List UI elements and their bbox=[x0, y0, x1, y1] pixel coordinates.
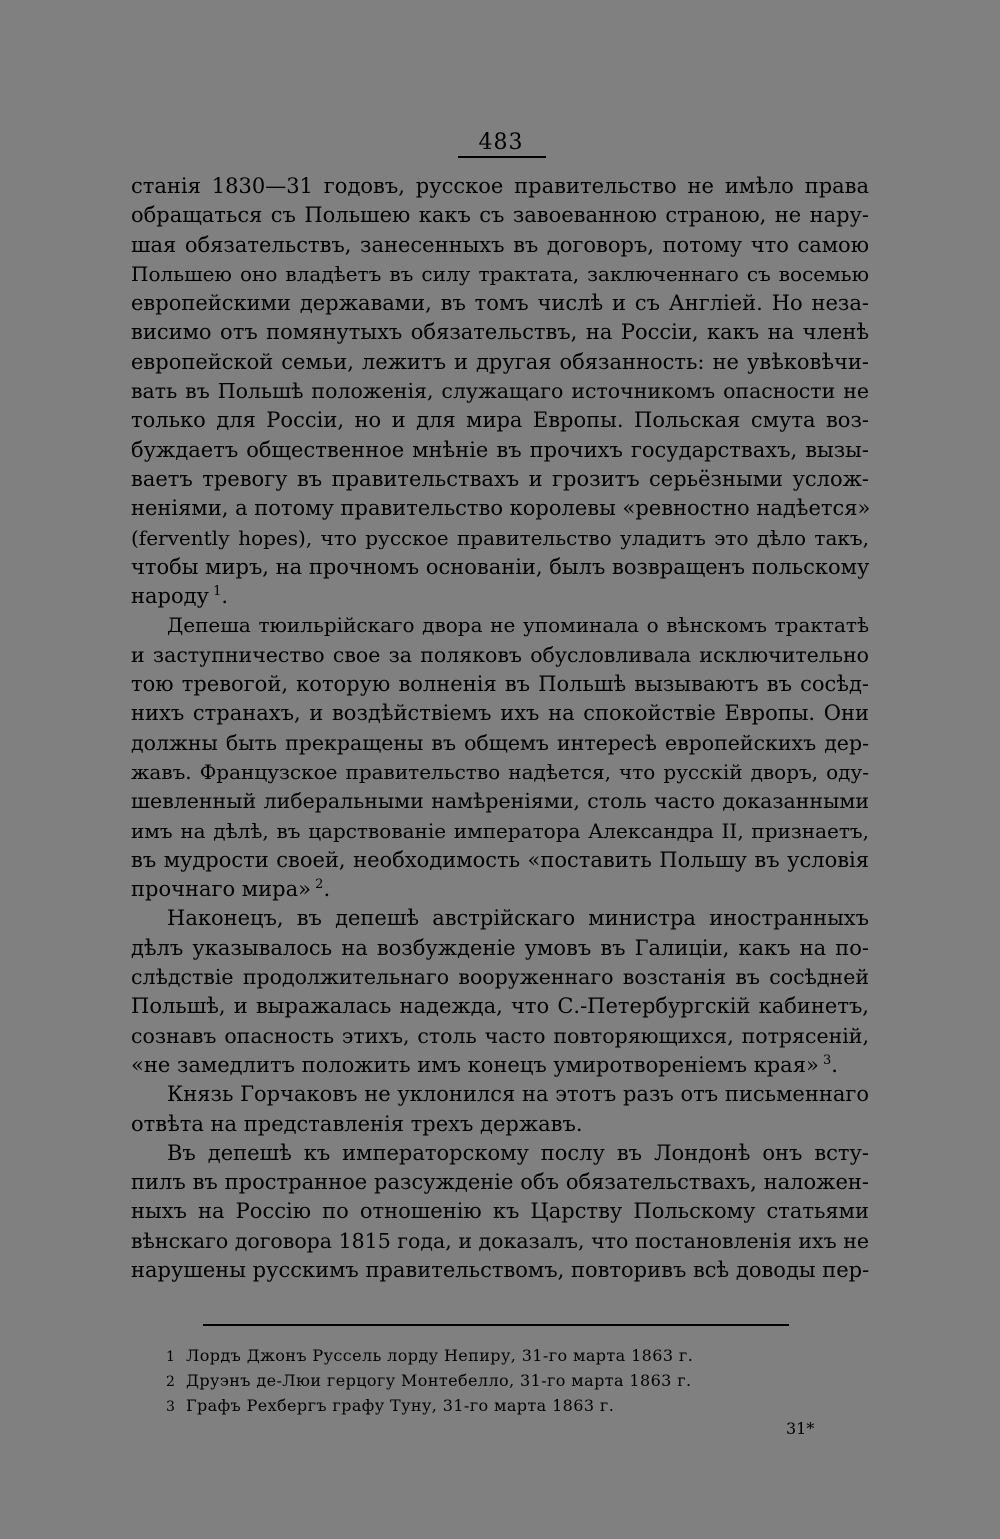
footnotes bbox=[166, 1343, 806, 1418]
text-line-with-note: прочнаго мира» $^2$. bbox=[131, 877, 331, 902]
text-line: европейскими державами, въ томъ числѣ и съ Англіей. Но неза- bbox=[131, 291, 869, 316]
text-line-with-note: «не замедлитъ положить имъ конецъ умиротвореніемъ края» $^3$. bbox=[131, 1052, 838, 1077]
text-line: буждаетъ общественное мнѣніе въ прочихъ государствахъ, вызы- bbox=[131, 437, 869, 462]
text-line: вать въ Польшѣ положенія, служащаго источникомъ опасности не bbox=[131, 379, 869, 404]
text-line: должны быть прекращены въ общемъ интересѣ европейскихъ дер- bbox=[131, 730, 869, 755]
text-line: пилъ въ пространное разсужденіе объ обязательствахъ, наложен- bbox=[131, 1170, 869, 1195]
text-line: нихъ странахъ, и воздѣйствіемъ ихъ на спокойствіе Европы. Они bbox=[131, 701, 869, 726]
footnote-ref-1: 1 bbox=[213, 584, 222, 600]
footnote-ref-3: 3 bbox=[823, 1052, 832, 1068]
text-line: нарушены русскимъ правительствомъ, повторивъ всѣ доводы пер- bbox=[131, 1257, 870, 1282]
text-line: сознавъ опасность этихъ, столь часто повторяющихся, потрясеній, bbox=[131, 1023, 869, 1048]
text-line-with-note: народу $^1$. bbox=[131, 584, 229, 609]
text-line: вѣнскаго договора 1815 года, и доказалъ, что постановленія ихъ не bbox=[131, 1228, 869, 1253]
text-line: жавъ. Французское правительство надѣется, что русскій дворъ, оду- bbox=[131, 759, 869, 784]
page-number: 483 bbox=[478, 130, 524, 155]
text-line: слѣдствіе продолжительнаго вооруженнаго возстанія въ сосѣдней bbox=[131, 965, 869, 990]
text-line: Депеша тюильрійскаго двора не упоминала о вѣнскомъ трактатѣ bbox=[167, 613, 869, 638]
footnote-text: Друэнъ де-Люи герцогу Монтебелло, 31-го марта 1863 г. bbox=[186, 1371, 692, 1390]
signature-mark: 31* bbox=[786, 1419, 815, 1438]
text-line: висимо отъ помянутыхъ обязательствъ, на Россіи, какъ на членѣ bbox=[131, 320, 869, 345]
text-line: отвѣта на представленія трехъ державъ. bbox=[131, 1111, 583, 1136]
text-line: Князь Горчаковъ не уклонился на этотъ разъ отъ письменнаго bbox=[167, 1082, 869, 1107]
text-line: шевленный либеральными намѣреніями, столь часто доказанными bbox=[131, 789, 869, 814]
text-line: (ferventlу hopes), что русское правительство уладитъ это дѣло такъ, bbox=[131, 525, 869, 550]
text-line: европейской семьи, лежитъ и другая обязанность: не увѣковѣчи- bbox=[131, 349, 869, 374]
footnote bbox=[166, 1368, 806, 1393]
text-line: Въ депешѣ къ императорскому послу въ Лондонѣ онъ всту- bbox=[167, 1140, 869, 1165]
text-line: имъ на дѣлѣ, въ царствованіе императора Александра II, признаетъ, bbox=[131, 818, 869, 843]
text-segment: прочнаго мира» bbox=[131, 877, 311, 902]
footnote bbox=[166, 1343, 806, 1368]
text-line: Польшѣ, и выражалась надежда, что С.-Петербургскій кабинетъ, bbox=[131, 994, 869, 1019]
text-line: ныхъ на Россію по отношенію къ Царству Польскому статьями bbox=[131, 1199, 869, 1224]
text-line: шая обязательствъ, занесенныхъ въ договоръ, потому что самою bbox=[131, 232, 869, 257]
text-segment: народу bbox=[131, 584, 209, 609]
footnote-separator bbox=[203, 1324, 789, 1326]
text-line: ваетъ тревогу въ правительствахъ и грозитъ серьёзными услож- bbox=[131, 466, 869, 491]
text-line: обращаться съ Польшею какъ съ завоеванною страною, не нару- bbox=[131, 203, 869, 228]
body-text bbox=[131, 172, 869, 1285]
text-line: въ мудрости своей, необходимость «поставить Польшу въ условія bbox=[131, 847, 869, 872]
text-segment: «не замедлитъ положить имъ конецъ умиротвореніемъ края» bbox=[131, 1052, 819, 1077]
footnote-mark: 2 bbox=[166, 1374, 176, 1390]
text-line: тою тревогой, которую волненія въ Польшѣ вызываютъ въ сосѣд- bbox=[131, 672, 869, 697]
text-line: Наконецъ, въ депешѣ австрійскаго министра иностранныхъ bbox=[167, 906, 869, 931]
text-line: Польшею оно владѣетъ въ силу трактата, заключеннаго съ восемью bbox=[131, 261, 869, 286]
text-line: дѣлъ указывалось на возбужденіе умовъ въ Галиціи, какъ на по- bbox=[131, 935, 869, 960]
text-line: только для Россіи, но и для мира Европы. Польская смута воз- bbox=[131, 408, 869, 433]
text-line: неніями, а потому правительство королевы «ревностно надѣется» bbox=[131, 496, 871, 521]
footnote-ref-2: 2 bbox=[315, 877, 324, 893]
page-number-rule bbox=[458, 156, 546, 158]
footnote-text: Лордъ Джонъ Руссель лорду Непиру, 31-го марта 1863 г. bbox=[186, 1346, 694, 1365]
footnote bbox=[166, 1393, 806, 1418]
text-line: и заступничество свое за поляковъ обусловливала исключительно bbox=[131, 642, 869, 667]
footnote-text: Графъ Рехбергъ графу Туну, 31-го марта 1863 г. bbox=[186, 1396, 615, 1415]
footnote-mark: 1 bbox=[166, 1349, 176, 1365]
text-line: станія 1830—31 годовъ, русское правительство не имѣло права bbox=[131, 174, 869, 198]
text-line: чтобы миръ, на прочномъ основаніи, былъ возвращенъ польскому bbox=[131, 554, 870, 579]
footnote-mark: 3 bbox=[166, 1399, 176, 1415]
